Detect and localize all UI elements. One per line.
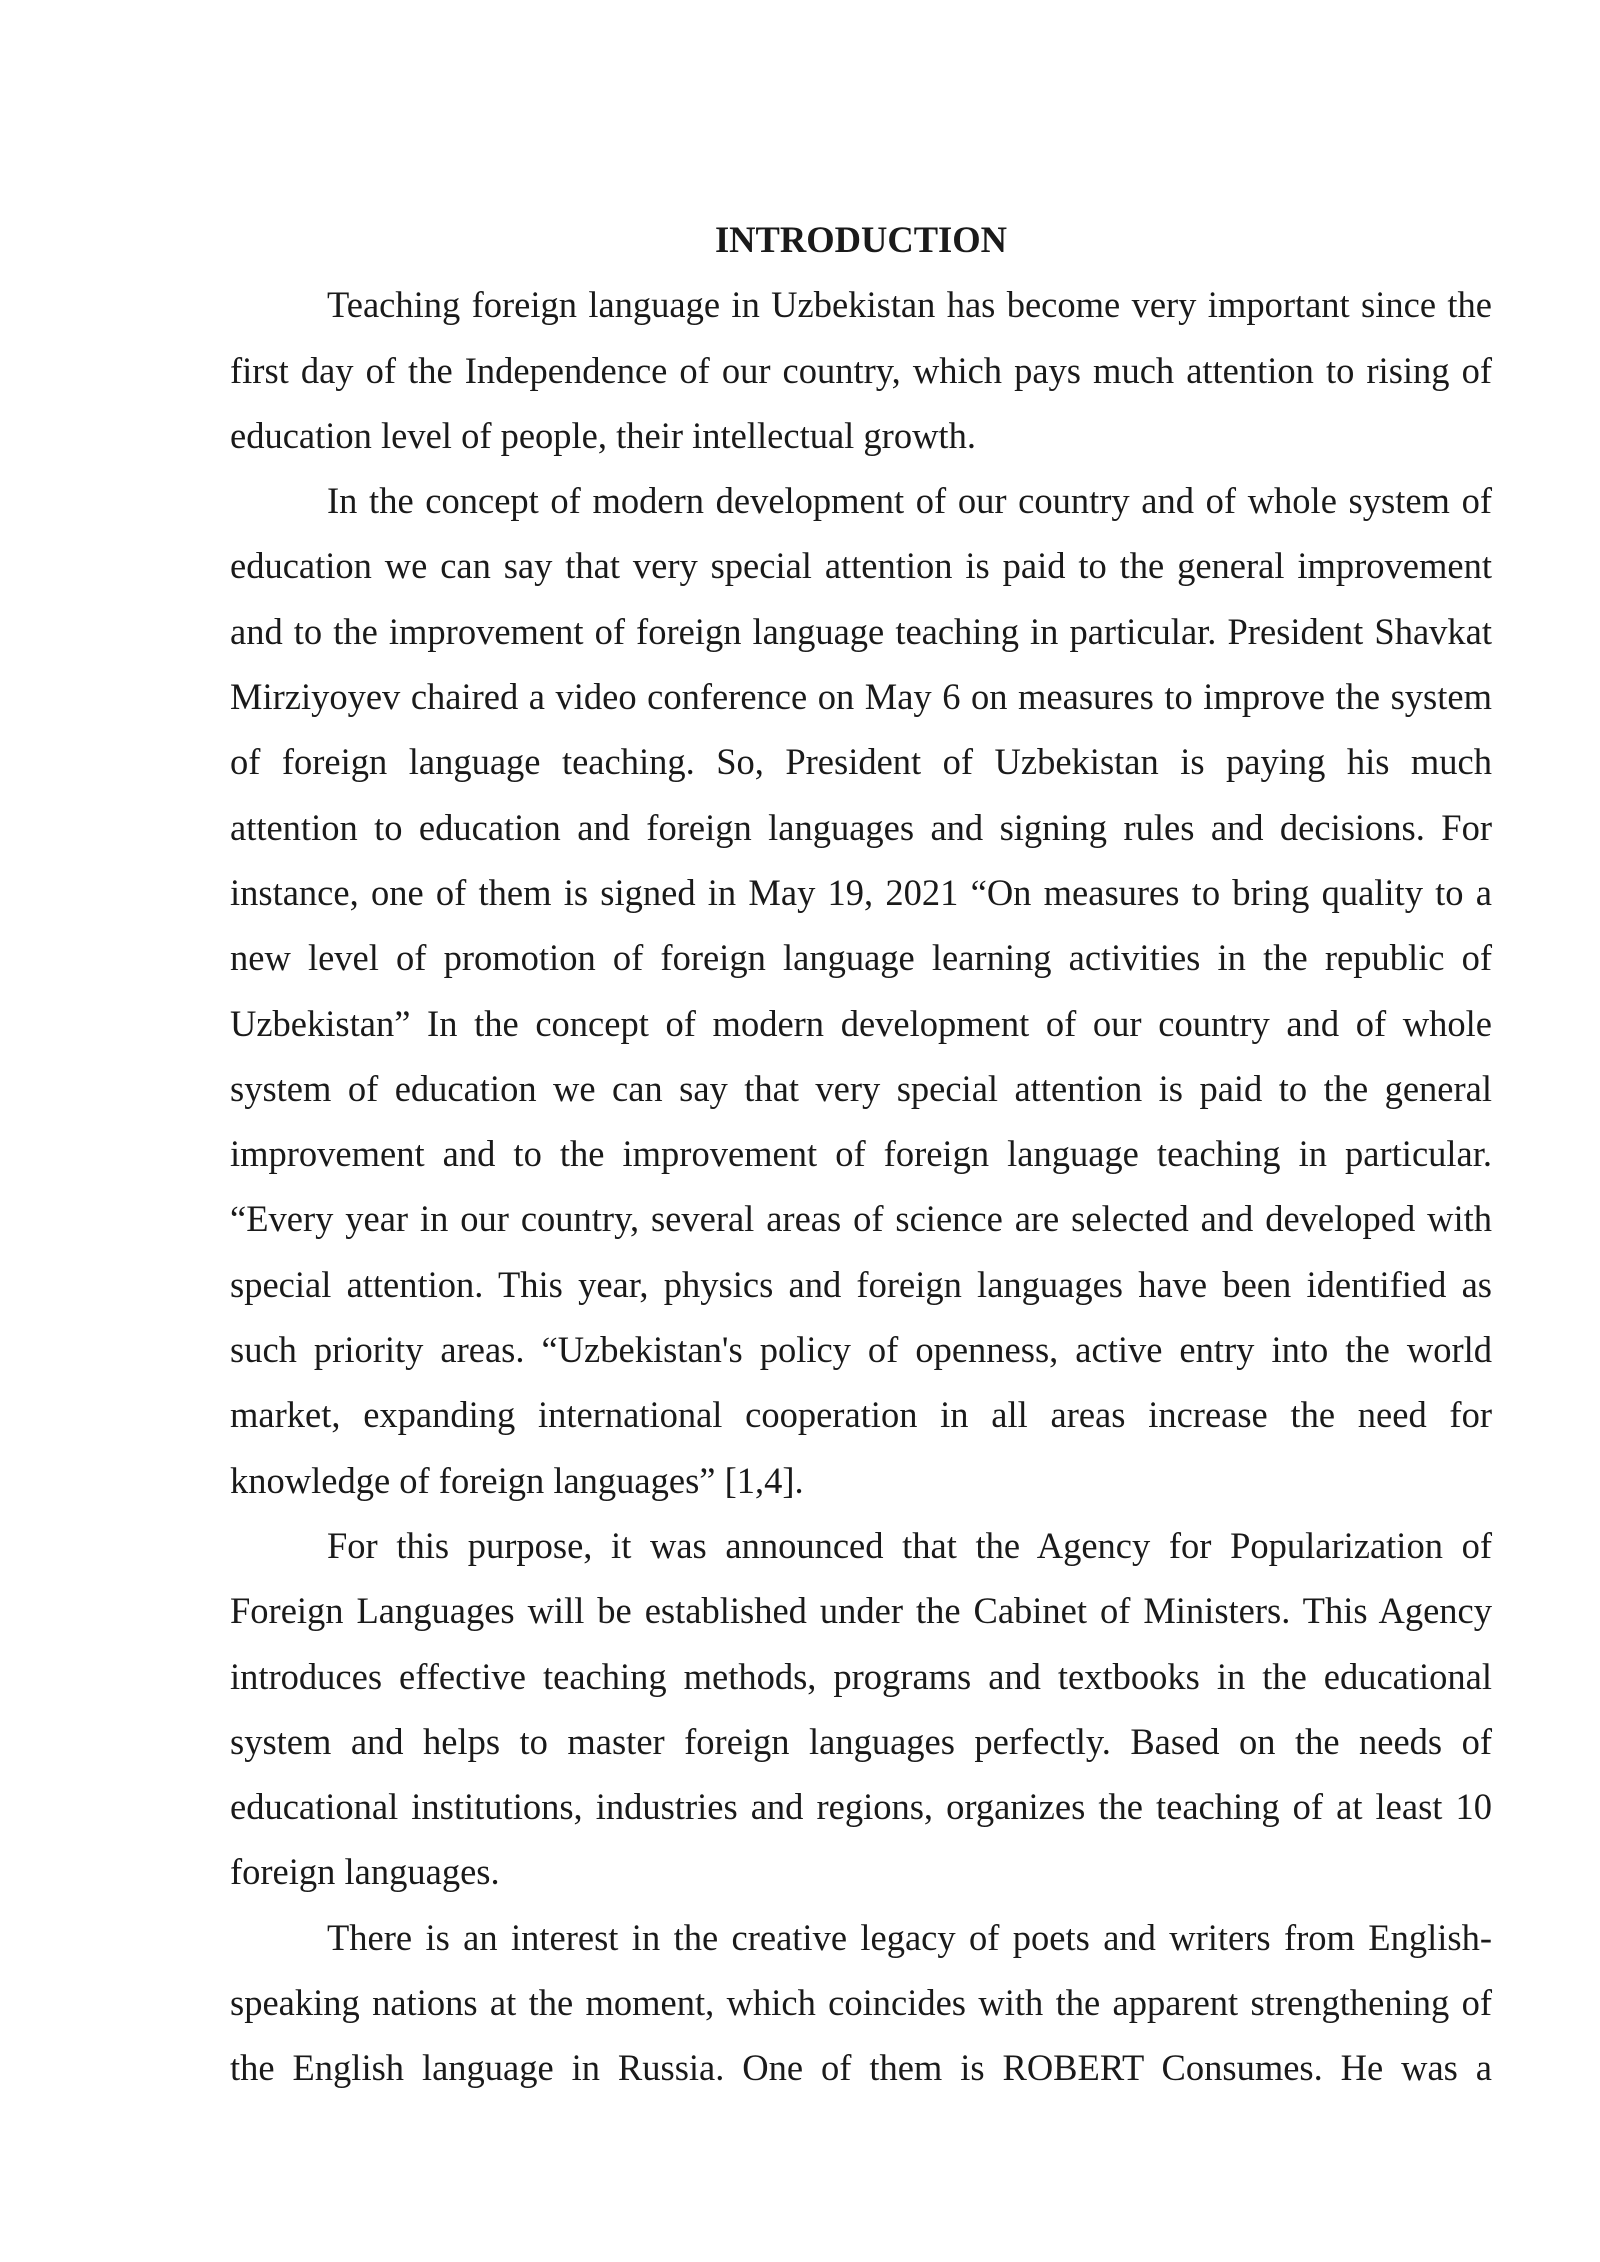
paragraph-1: Teaching foreign language in Uzbekistan has become very important since the first day of the Independence of our country, which pays much attention to rising of education level of people, their intellectual growth. [230,284,1492,456]
page-title: INTRODUCTION [714,219,1008,260]
document-body [230,207,1492,2101]
paragraph-4: There is an interest in the creative legacy of poets and writers from English-speaking nations at the moment, which coincides with the apparent strengthening of the English language in Russia. One of them is ROBERT Consumes. He was a [230,1916,1492,2089]
paragraph-2: In the concept of modern development of our country and of whole system of education we can say that very special attention is paid to the general improvement and to the improvement of foreign language teaching in particular. President Shavkat Mirziyoyev chaired a video conference on May 6 on measures to improve the system of foreign language teaching. So, President of Uzbekistan is paying his much attention to education and foreign languages and signing rules and decisions. For instance, one of them is signed in May 19, 2021 “On measures to bring quality to a new level of promotion of foreign language learning activities in the republic of Uzbekistan” In the concept of modern development of our country and of whole system of education we can say that very special attention is paid to the general improvement and to the improvement of foreign language teaching in particular. “Every year in our country, several areas of science are selected and developed with special attention. This year, physics and foreign languages have been identified as such priority areas. “Uzbekistan's policy of openness, active entry into the world market, expanding international cooperation in all areas increase the need for knowledge of foreign languages” [1,4]. [230,480,1492,1501]
paragraph-3: For this purpose, it was announced that the Agency for Popularization of Foreign Languages will be established under the Cabinet of Ministers. This Agency introduces effective teaching methods, programs and textbooks in the educational system and helps to master foreign languages perfectly. Based on the needs of educational institutions, industries and regions, organizes the teaching of at least 10 foreign languages. [230,1524,1492,1893]
